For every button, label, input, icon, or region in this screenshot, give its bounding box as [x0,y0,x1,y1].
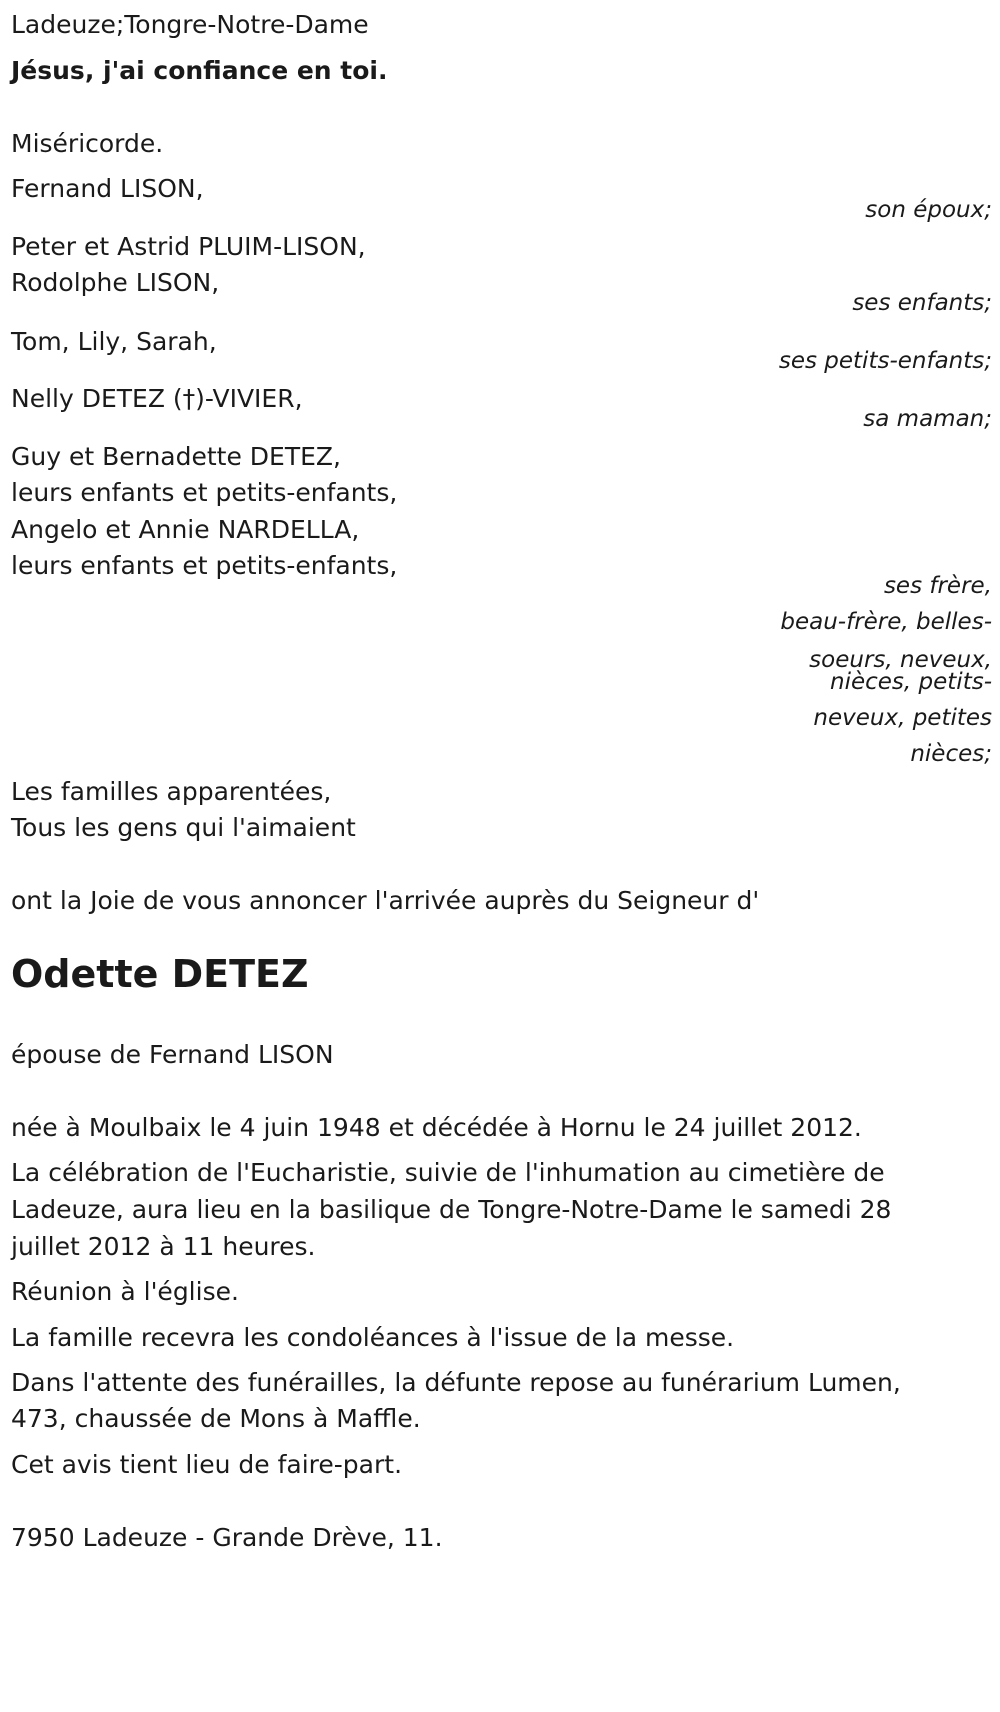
family-relation: nièces, petits- [830,669,992,695]
family-relation: neveux, petites [813,705,992,731]
family-name: Guy et Bernadette DETEZ, [11,442,341,471]
family-name: Tom, Lily, Sarah, [11,327,217,356]
ceremony-text: Ladeuze, aura lieu en la basilique de Tongre-Notre-Dame le samedi 28 [11,1195,892,1224]
family-relation: ses frère, [883,573,992,599]
family-relation: ses petits-enfants; [778,348,992,374]
family-name: Rodolphe LISON, [11,268,220,297]
family-name: Angelo et Annie NARDELLA, [11,515,360,544]
location-line: Ladeuze;Tongre-Notre-Dame [11,10,369,39]
family-name: leurs enfants et petits-enfants, [11,551,398,580]
motto: Jésus, j'ai confiance en toi. [11,56,388,85]
notice-text: Cet avis tient lieu de faire-part. [11,1450,403,1479]
family-relation: sa maman; [863,406,992,432]
family-name: Nelly DETEZ (†)-VIVIER, [11,384,303,413]
funerarium-text: Dans l'attente des funérailles, la défunte repose au funérarium Lumen, [11,1368,901,1397]
funerarium-text: 473, chaussée de Mons à Maffle. [11,1404,421,1433]
family-name: Fernand LISON, [11,174,204,203]
family-name: leurs enfants et petits-enfants, [11,478,398,507]
announcement: ont la Joie de vous annoncer l'arrivée auprès du Seigneur d' [11,886,760,915]
other-mourners: Tous les gens qui l'aimaient [11,813,356,842]
ceremony-text: La célébration de l'Eucharistie, suivie de l'inhumation au cimetière de [11,1158,885,1187]
misericorde: Miséricorde. [11,129,164,158]
family-relation: beau-frère, belles- [780,609,992,635]
family-relation: nièces; [910,741,992,767]
other-mourners: Les familles apparentées, [11,777,332,806]
ceremony-text: juillet 2012 à 11 heures. [11,1232,316,1261]
family-relation: ses enfants; [852,290,992,316]
family-relation: soeurs, neveux, [809,647,992,673]
deceased-name: Odette DETEZ [11,952,309,996]
address: 7950 Ladeuze - Grande Drève, 11. [11,1523,443,1552]
condolences-text: La famille recevra les condoléances à l'issue de la messe. [11,1323,735,1352]
meeting-text: Réunion à l'église. [11,1277,239,1306]
family-relation: son époux; [865,197,992,223]
family-name: Peter et Astrid PLUIM-LISON, [11,232,366,261]
spouse-line: épouse de Fernand LISON [11,1040,334,1069]
birth-death: née à Moulbaix le 4 juin 1948 et décédée à Hornu le 24 juillet 2012. [11,1113,862,1142]
